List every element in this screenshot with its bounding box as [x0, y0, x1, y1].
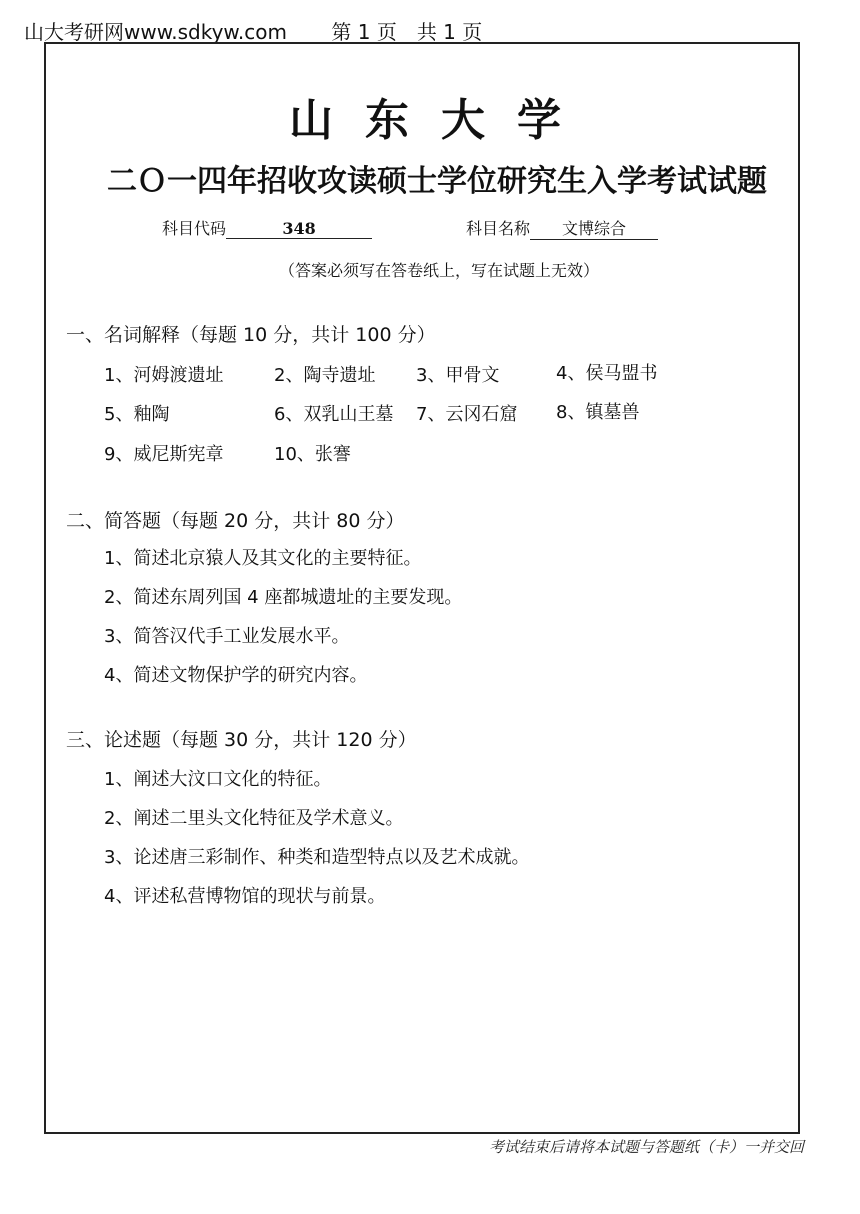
term-item: 9、威尼斯宪章 — [104, 444, 224, 465]
subject-code-value: 348 — [226, 219, 372, 239]
term-item: 6、双乳山王墓 — [274, 404, 394, 425]
term-item: 5、釉陶 — [104, 404, 170, 425]
submission-footer-note: 考试结束后请将本试题与答题纸（卡）一并交回 — [488, 1138, 804, 1156]
site-watermark: 山大考研网www.sdkyw.com — [24, 20, 288, 44]
section-title-terms: 一、名词解释（每题 10 分，共计 100 分） — [66, 324, 436, 346]
question-item: 4、评述私营博物馆的现状与前景。 — [104, 886, 386, 907]
answer-instruction: （答案必须写在答卷纸上，写在试题上无效） — [278, 261, 599, 280]
term-item: 8、镇墓兽 — [556, 402, 640, 423]
subject-name-label: 科目名称 — [466, 219, 531, 238]
section-title-short-answer: 二、简答题（每题 20 分，共计 80 分） — [66, 510, 405, 532]
exam-title: 二Ｏ一四年招收攻读硕士学位研究生入学考试试题 — [107, 164, 767, 199]
section-title-essay: 三、论述题（每题 30 分，共计 120 分） — [66, 729, 417, 751]
subject-name-value: 文博综合 — [530, 216, 658, 240]
question-item: 1、简述北京猿人及其文化的主要特征。 — [104, 548, 422, 569]
term-item: 4、侯马盟书 — [556, 363, 658, 384]
subject-code-row — [162, 216, 372, 239]
term-item: 7、云冈石窟 — [416, 404, 518, 425]
question-item: 2、阐述二里头文化特征及学术意义。 — [104, 808, 404, 829]
term-item: 1、河姆渡遗址 — [104, 365, 224, 386]
question-item: 4、简述文物保护学的研究内容。 — [104, 665, 368, 686]
question-item: 1、阐述大汶口文化的特征。 — [104, 769, 332, 790]
page-indicator: 第 1 页 共 1 页 — [331, 20, 483, 44]
document-header — [24, 16, 482, 45]
question-item: 3、简答汉代手工业发展水平。 — [104, 626, 350, 647]
term-item: 3、甲骨文 — [416, 365, 500, 386]
question-item: 3、论述唐三彩制作、种类和造型特点以及艺术成就。 — [104, 847, 530, 868]
question-item: 2、简述东周列国 4 座都城遗址的主要发现。 — [104, 587, 463, 608]
subject-name-row — [466, 216, 658, 240]
subject-code-label: 科目代码 — [162, 219, 227, 238]
term-item: 10、张謇 — [274, 444, 351, 465]
term-item: 2、陶寺遗址 — [274, 365, 376, 386]
university-title: 山东大学 — [289, 95, 593, 146]
